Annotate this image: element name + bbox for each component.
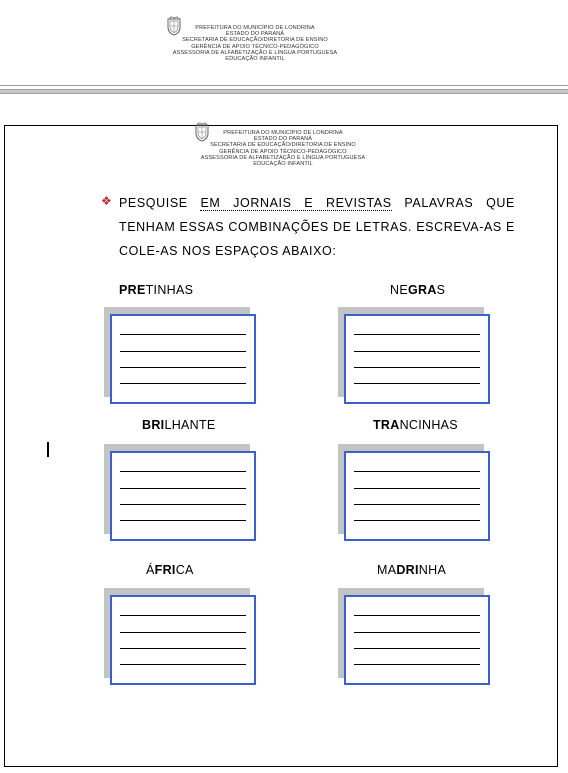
word-label: ÁFRICA (146, 563, 194, 577)
writing-line (120, 632, 246, 633)
writing-box[interactable] (344, 314, 490, 404)
writing-line (354, 367, 480, 368)
writing-line (120, 471, 246, 472)
writing-box[interactable] (344, 595, 490, 685)
writing-line (120, 488, 246, 489)
writing-line (354, 648, 480, 649)
writing-line (354, 504, 480, 505)
word-label: MADRINHA (377, 563, 447, 577)
word-label: BRILHANTE (142, 418, 216, 432)
writing-box[interactable] (344, 451, 490, 541)
writing-line (120, 664, 246, 665)
header-line: SECRETARIA DE EDUCAÇÃO/DIRETORIA DE ENSINO (210, 142, 356, 149)
writing-line (120, 648, 246, 649)
writing-line (120, 383, 246, 384)
word-label: NEGRAS (390, 283, 446, 297)
header-line: PREFEITURA DO MUNICÍPIO DE LONDRINA (223, 130, 343, 136)
writing-line (120, 334, 246, 335)
writing-line (354, 471, 480, 472)
writing-line (120, 615, 246, 616)
diamond-bullet-icon: ❖ (101, 194, 112, 208)
header-line: EDUCAÇÃO INFANTIL (253, 161, 313, 168)
header-divider (0, 85, 568, 86)
text-cursor (47, 442, 49, 457)
header-line: ESTADO DO PARANÁ (253, 136, 313, 143)
writing-box[interactable] (110, 314, 256, 404)
writing-line (354, 664, 480, 665)
header-line: SECRETARIA DE EDUCAÇÃO/DIRETORIA DE ENSINO (182, 37, 328, 44)
header-line: ESTADO DO PARANÁ (225, 31, 285, 38)
writing-line (354, 334, 480, 335)
writing-box[interactable] (110, 595, 256, 685)
writing-line (354, 520, 480, 521)
writing-line (120, 367, 246, 368)
writing-box[interactable] (110, 451, 256, 541)
page-header (150, 25, 360, 62)
header-line: GERÊNCIA DE APOIO TÉCNICO-PEDAGÓGICO (219, 148, 347, 155)
worksheet-header (178, 130, 388, 167)
word-label: PRETINHAS (119, 283, 194, 297)
writing-line (354, 632, 480, 633)
header-line: PREFEITURA DO MUNICÍPIO DE LONDRINA (195, 25, 315, 31)
header-line: ASSESSORIA DE ALFABETIZAÇÃO E LÍNGUA PORTUGUESA (172, 49, 338, 56)
instruction-text: PESQUISE EM JORNAIS E REVISTAS PALAVRAS QUE TENHAM ESSAS COMBINAÇÕES DE LETRAS. ESCREVA-AS E COLE-AS NOS ESPAÇOS ABAIXO: (119, 196, 515, 258)
header-line: ASSESSORIA DE ALFABETIZAÇÃO E LÍNGUA PORTUGUESA (200, 154, 366, 161)
writing-line (120, 504, 246, 505)
writing-line (354, 383, 480, 384)
writing-line (120, 520, 246, 521)
header-line: EDUCAÇÃO INFANTIL (225, 56, 285, 63)
header-line: GERÊNCIA DE APOIO TÉCNICO-PEDAGÓGICO (191, 43, 319, 50)
writing-line (120, 351, 246, 352)
page-divider (0, 89, 568, 94)
writing-line (354, 488, 480, 489)
writing-line (354, 351, 480, 352)
writing-line (354, 615, 480, 616)
word-label: TRANCINHAS (373, 418, 458, 432)
